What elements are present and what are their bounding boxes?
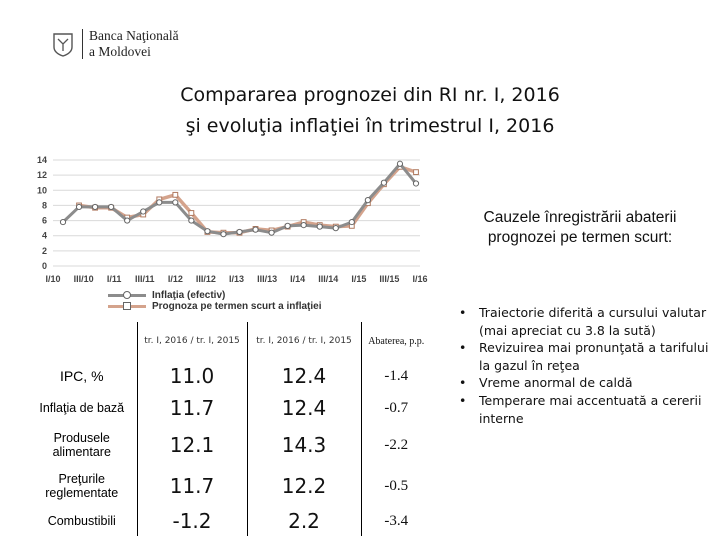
data-point (173, 200, 178, 205)
value-deviation: -3.4 (361, 506, 431, 536)
logo-line-1: Banca Naţională (89, 28, 179, 43)
data-point (269, 230, 274, 235)
table-row (27, 506, 431, 536)
bullet-icon: • (459, 305, 467, 320)
title-line-2: şi evoluţia inflaţiei în trimestrul I, 2016 (185, 115, 555, 137)
bullet-icon: • (459, 392, 467, 408)
x-tick-label: I/12 (167, 274, 183, 284)
data-point (92, 204, 97, 209)
y-tick-label: 12 (36, 170, 47, 181)
x-tick-label: I/11 (106, 274, 122, 284)
x-tick-label: I/15 (351, 274, 367, 284)
data-point (221, 232, 226, 237)
y-tick-label: 0 (41, 261, 47, 271)
cause-text: Revizuirea mai pronunţată a tarifului la gazul în reţea (479, 340, 709, 373)
value-forecast: 12.4 (247, 392, 361, 424)
data-point (76, 204, 81, 209)
x-tick-label: III/12 (195, 274, 216, 284)
data-point (125, 218, 130, 223)
data-point (301, 223, 306, 228)
causes-title: Cauzele înregistrării abaterii prognozei pe termen scurt: (483, 209, 677, 246)
x-tick-label: III/11 (134, 274, 155, 284)
y-tick-label: 10 (36, 185, 47, 196)
legend-label-effective: Inflaţia (efectiv) (152, 290, 226, 301)
cause-text: Traiectorie diferită a cursului valutar (mai apreciat cu 3.8 la sută) (479, 305, 707, 338)
row-label: Inflaţia de bază (39, 401, 125, 415)
value-actual: 11.7 (137, 466, 247, 506)
chart-legend (108, 290, 321, 312)
x-tick-label: III/15 (379, 274, 400, 284)
y-tick-label: 4 (41, 230, 47, 241)
data-point (414, 170, 419, 175)
data-point (109, 204, 114, 209)
value-deviation: -1.4 (361, 360, 431, 392)
value-forecast: 12.4 (247, 360, 361, 392)
row-label: Combustibili (47, 514, 116, 528)
value-deviation: -2.2 (361, 424, 431, 466)
data-point (381, 180, 386, 185)
value-deviation: -0.5 (361, 466, 431, 506)
y-tick-label: 2 (41, 245, 47, 256)
header-forecast: tr. I, 2016 / tr. I, 2015 (247, 322, 361, 360)
legend-label-forecast: Prognoza pe termen scurt a inflaţiei (152, 301, 322, 312)
logo-text (89, 28, 179, 60)
data-point (317, 224, 322, 229)
cause-item (457, 392, 719, 427)
cause-item (457, 339, 719, 374)
table-row (27, 392, 431, 424)
header-empty-cell (27, 322, 137, 360)
chart-svg (28, 152, 428, 312)
value-forecast: 2.2 (247, 506, 361, 536)
cause-text: Temperare mai accentuată a cererii interne (479, 392, 702, 426)
value-actual: 11.0 (137, 360, 247, 392)
legend-swatch-forecast (108, 305, 146, 308)
data-point (413, 181, 418, 186)
value-actual: -1.2 (137, 506, 247, 536)
table-row (27, 466, 431, 506)
header-actual: tr. I, 2016 / tr. I, 2015 (137, 322, 247, 360)
data-point (333, 226, 338, 231)
data-point (141, 209, 146, 214)
header-deviation: Abaterea, p.p. (361, 322, 431, 360)
causes-list (457, 304, 719, 427)
data-point (349, 219, 354, 224)
title-line-1: Compararea prognozei din RI nr. I, 2016 (180, 84, 560, 106)
data-point (60, 219, 65, 224)
cause-item (457, 304, 719, 339)
data-point (365, 198, 370, 203)
row-label: Produsele alimentare (52, 431, 111, 459)
legend-item-forecast (108, 301, 321, 312)
series-line (63, 164, 416, 234)
inflation-chart (28, 152, 428, 312)
value-forecast: 14.3 (247, 424, 361, 466)
bnm-logo (52, 28, 179, 60)
data-point (189, 218, 194, 223)
bank-emblem-icon (52, 31, 74, 57)
slide-title (80, 80, 660, 142)
value-forecast: 12.2 (247, 466, 361, 506)
data-point (189, 211, 194, 216)
cause-text: Vreme anormal de caldă (479, 375, 633, 391)
logo-divider (82, 29, 83, 59)
table-header-row (27, 322, 431, 360)
y-tick-label: 14 (36, 155, 47, 165)
value-actual: 11.7 (137, 392, 247, 424)
x-tick-label: III/13 (257, 274, 278, 284)
data-point (173, 192, 178, 197)
legend-swatch-effective (108, 294, 146, 297)
x-tick-label: I/13 (228, 274, 245, 284)
x-tick-label: III/14 (318, 274, 339, 284)
data-point (237, 229, 242, 234)
x-tick-label: I/14 (290, 274, 306, 284)
value-deviation: -0.7 (361, 392, 431, 424)
data-point (285, 223, 290, 228)
bullet-icon: • (459, 375, 467, 391)
legend-item-effective (108, 290, 321, 301)
comparison-table (27, 322, 431, 536)
row-label: IPC, % (59, 368, 104, 384)
data-point (157, 200, 162, 205)
row-label: Preţurile reglementate (45, 472, 119, 500)
bullet-icon: • (459, 340, 467, 356)
data-point (253, 227, 258, 232)
cause-item (457, 374, 719, 392)
y-tick-label: 6 (41, 215, 47, 226)
x-tick-label: I/10 (45, 274, 61, 284)
x-tick-label: I/16 (412, 274, 428, 284)
y-tick-label: 8 (41, 200, 47, 211)
table-row (27, 424, 431, 466)
value-actual: 12.1 (137, 424, 247, 466)
data-point (397, 161, 402, 166)
table-row (27, 360, 431, 392)
x-tick-label: III/10 (73, 274, 94, 284)
data-point (205, 229, 210, 234)
logo-line-2: a Moldovei (89, 44, 151, 59)
